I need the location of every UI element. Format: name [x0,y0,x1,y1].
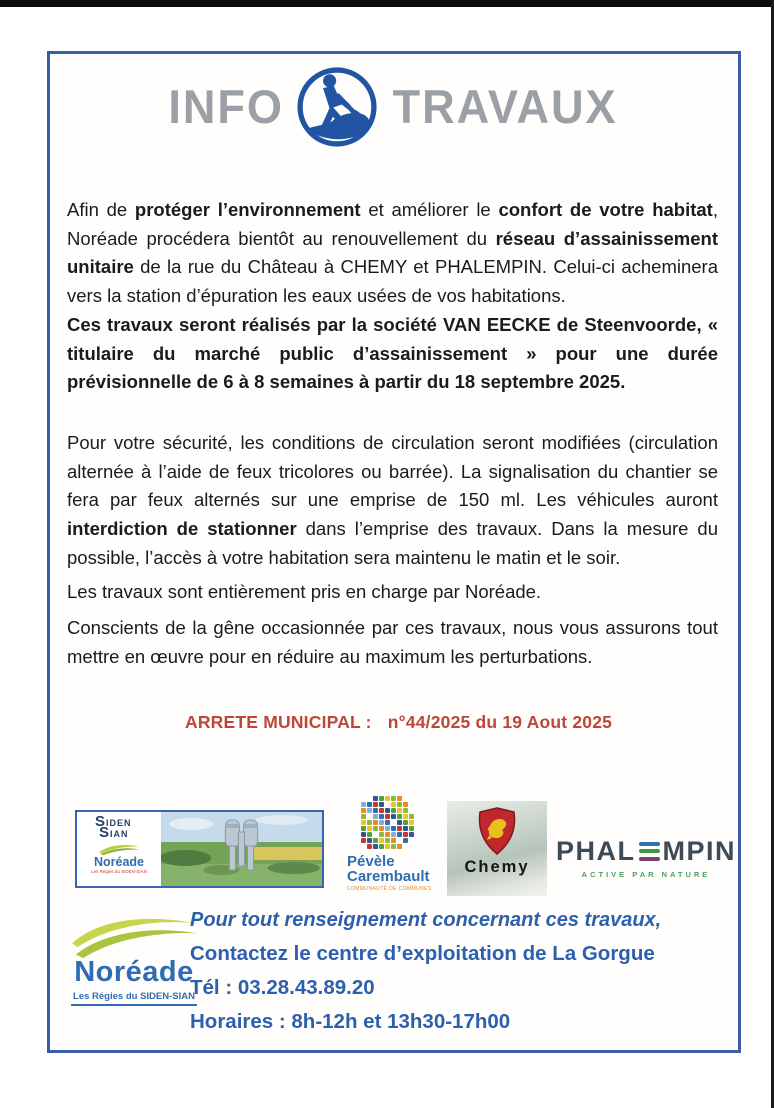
mosaic-dot [373,844,378,849]
phalempin-e-bars-icon [639,842,660,861]
paragraph: Pour votre sécurité, les conditions de circulation seront modifiées (circulation alternée à l’aide de feux tricolores ou barrée). La signalisation du chantier se fera par feux alternés sur une emprise de 150 ml. Les véhicules auront interdiction de stationner dans l’emprise des travaux. Dans la mesure du possible, l’accès à votre habitation sera maintenu le matin et le soir. [67,431,718,568]
mosaic-dot [391,808,396,813]
phalempin-tagline: ACTIVE PAR NATURE [581,869,711,879]
pevele-mosaic [361,796,415,850]
paragraph: Ces travaux seront réalisés par la société VAN EECKE de Steenvoorde, « titulaire du marché public d’assainissement » pour une durée prévisionnelle de 6 à 8 semaines à partir du 18 septembre 2025. [67,313,718,393]
water-tower-countryside-photo [161,812,322,886]
paragraph: Conscients de la gêne occasionnée par ces travaux, nous vous assurons tout mettre en œuvre pour en réduire au maximum les perturbations. [67,617,718,667]
header-title-info: INFO [168,80,284,133]
mosaic-dot [361,826,366,831]
municipal-order-label: ARRETE MUNICIPAL : [185,711,372,732]
mosaic-dot [379,844,384,849]
mosaic-dot [379,808,384,813]
mosaic-dot [385,832,390,837]
noreade-mini-swoosh-icon [96,842,142,856]
mosaic-dot [361,814,366,819]
mosaic-dot [403,802,408,807]
phalempin-logo [555,835,737,879]
siden-sian-panel [77,812,161,886]
banner-noreade-wordmark: Noréade [93,854,145,869]
mosaic-dot [367,826,372,831]
mosaic-dot [403,814,408,819]
mosaic-dot [385,796,390,801]
mosaic-dot [361,808,366,813]
mosaic-dot [379,802,384,807]
noreade-wordmark: Noréade [74,955,194,988]
paragraph: Afin de protéger l’environnement et améliorer le confort de votre habitat, Noréade procédera bientôt au renouvellement du réseau d’assainissement unitaire de la rue du Château à CHEMY et PHALEMPIN. Celui-ci acheminera vers la station d’épuration les eaux usées de vos habitations. [67,199,718,307]
mosaic-dot [385,844,390,849]
phalempin-part1: PHAL [556,835,636,866]
mosaic-dot [361,832,366,837]
mosaic-dot [403,838,408,843]
mosaic-dot [391,832,396,837]
mosaic-dot [403,832,408,837]
mosaic-dot [397,832,402,837]
phalempin-part2: MPIN [662,835,736,866]
contact-info-block [190,908,661,1044]
contact-line-phone: Tél : 03.28.43.89.20 [190,975,375,999]
noreade-subtitle: Les Régies du SIDEN-SIAN [71,990,197,1006]
mosaic-dot [379,832,384,837]
chemy-logo [447,801,547,896]
municipal-order-number: n°44/2025 du 19 Aout 2025 [387,711,613,732]
mosaic-dot [385,808,390,813]
mosaic-dot [391,826,396,831]
mosaic-dot [385,838,390,843]
pevele-carembault-logo [339,796,449,892]
mosaic-dot [391,838,396,843]
mosaic-dot [361,838,366,843]
mosaic-dot [385,820,390,825]
mosaic-dot [373,814,378,819]
mosaic-dot [373,796,378,801]
mosaic-dot [397,820,402,825]
mosaic-dot [409,826,414,831]
mosaic-dot [367,820,372,825]
e-bar [639,849,660,853]
paragraph: Les travaux sont entièrement pris en charge par Noréade. [67,581,542,603]
mosaic-dot [361,820,366,825]
contact-footer [50,908,738,1048]
mosaic-dot [379,796,384,801]
mosaic-dot [409,814,414,819]
roadworks-worker-icon [296,66,378,148]
notice-border-frame [47,51,741,1053]
mosaic-dot [403,808,408,813]
mosaic-dot [367,808,372,813]
mosaic-dot [409,820,414,825]
mosaic-dot [379,838,384,843]
mosaic-dot [367,832,372,837]
mosaic-dot [391,814,396,819]
mosaic-dot [367,802,372,807]
header-title-travaux: TRAVAUX [392,80,618,133]
phalempin-wordmark [555,835,737,866]
contact-line-intro: Pour tout renseignement concernant ces travaux, [190,908,662,931]
contact-line-hours: Horaires : 8h-12h et 13h30-17h00 [190,1009,511,1033]
siden-label: SIDEN [95,812,132,830]
mosaic-dot [409,832,414,837]
pevele-name-line2: Carembault [347,867,430,885]
mosaic-dot [373,808,378,813]
e-bar [639,857,660,861]
mosaic-dot [397,796,402,801]
body-paragraphs [67,196,718,672]
pevele-name-line1: Pévèle [347,852,395,870]
mosaic-dot [397,826,402,831]
chemy-name: Chemy [464,857,530,876]
partner-logos-row [50,796,738,908]
mosaic-dot [391,796,396,801]
banner-noreade-subtitle: Les Régies du SIDEN-SIAN [91,868,147,874]
mosaic-dot [403,826,408,831]
mosaic-dot [367,838,372,843]
mosaic-dot [379,820,384,825]
mosaic-dot [397,808,402,813]
noreade-swoosh-icon [64,912,204,960]
chemy-shield-icon [477,807,517,855]
e-bar [639,842,660,846]
sian-label: SIAN [99,823,129,841]
scan-edge-top [0,0,774,7]
mosaic-dot [391,802,396,807]
mosaic-dot [361,802,366,807]
mosaic-dot [385,826,390,831]
mosaic-dot [391,844,396,849]
mosaic-dot [379,826,384,831]
mosaic-dot [385,814,390,819]
pevele-subtitle: COMMUNAUTÉ DE COMMUNES [347,885,432,892]
noreade-logo [58,912,210,1006]
mosaic-dot [397,814,402,819]
mosaic-dot [373,826,378,831]
mosaic-dot [373,820,378,825]
mosaic-dot [373,838,378,843]
contact-line-center: Contactez le centre d’exploitation de La Gorgue [190,941,655,965]
mosaic-dot [367,844,372,849]
mosaic-dot [397,844,402,849]
municipal-order [185,710,738,734]
mosaic-dot [403,820,408,825]
mosaic-dot [373,802,378,807]
siden-sian-noreade-banner [75,810,324,888]
header-banner [50,66,738,148]
mosaic-dot [379,814,384,819]
mosaic-dot [397,802,402,807]
